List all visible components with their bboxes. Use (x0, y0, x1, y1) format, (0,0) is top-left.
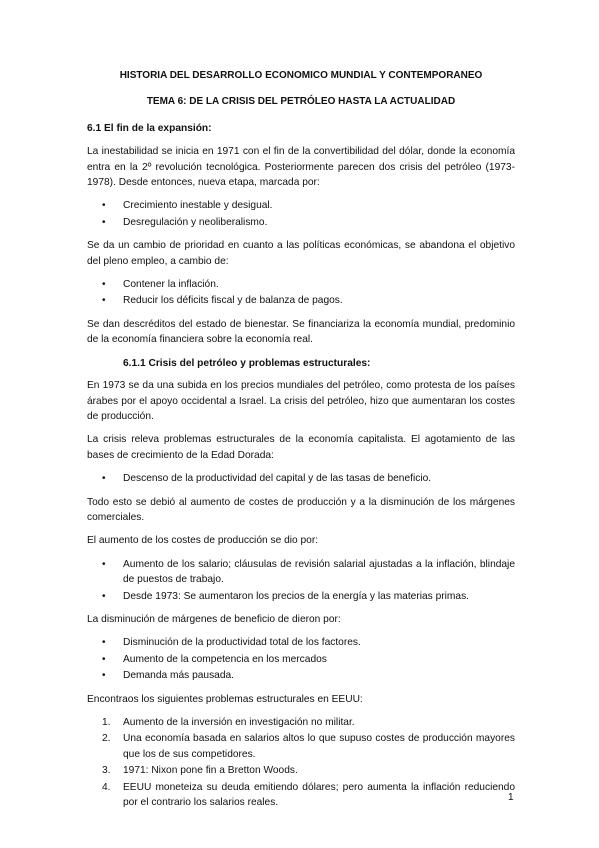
list-item: • Reducir los déficits fiscal y de balanza de pagos. (87, 293, 515, 308)
bullet-icon: • (102, 590, 106, 602)
bullet-icon: • (102, 637, 106, 649)
bullet-list (87, 471, 515, 486)
bullet-icon: • (102, 279, 106, 291)
section-heading-6-1-1: 6.1.1 Crisis del petróleo y problemas estructurales: (123, 357, 371, 369)
list-item: • Aumento de la competencia en los mercados (87, 652, 515, 667)
list-number: 2. (102, 733, 111, 745)
list-item: 4. EEUU moneteiza su deuda emitiendo dólares; pero aumenta la inflación reduciendo por el contrario los salarios reales. (102, 781, 515, 809)
list-item: • Crecimiento inestable y desigual. (87, 198, 515, 213)
numbered-list (87, 715, 515, 810)
bullet-list (87, 198, 515, 230)
paragraph: En 1973 se da una subida en los precios mundiales del petróleo, como protesta de los países árabes por el apoyo occidental a Israel. La crisis del petróleo, hizo que aumentaran los costes de producción. (87, 380, 515, 422)
list-item: 3. 1971: Nixon pone fin a Bretton Woods. (87, 763, 515, 778)
list-item: • Descenso de la productividad del capital y de las tasas de beneficio. (87, 471, 515, 486)
paragraph: El aumento de los costes de producción se dio por: (87, 535, 319, 547)
list-item: • Disminución de la productividad total de los factores. (87, 635, 515, 650)
list-number: 3. (102, 765, 111, 777)
list-item: • Demanda más pausada. (87, 668, 515, 683)
paragraph: Se da un cambio de prioridad en cuanto a las políticas económicas, se abandona el objetivo del pleno empleo, a cambio de: (87, 240, 515, 267)
document-subtitle: TEMA 6: DE LA CRISIS DEL PETRÓLEO HASTA LA ACTUALIDAD (146, 96, 456, 108)
paragraph: La crisis releva problemas estructurales de la economía capitalista. El agotamiento de las bases de crecimiento de la Edad Dorada: (87, 434, 515, 461)
bullet-list (87, 277, 515, 309)
paragraph: Todo esto se debió al aumento de costes de producción y a la disminución de los márgenes comerciales. (87, 496, 515, 523)
list-item: • Aumento de los salario; cláusulas de revisión salarial ajustadas a la inflación, blindaje de puestos de trabajo. (102, 558, 515, 586)
bullet-icon: • (102, 653, 106, 665)
page-number: 1 (508, 792, 514, 803)
page-content (87, 68, 515, 818)
bullet-icon: • (102, 558, 106, 570)
list-item: 2. Una economía basada en salarios altos lo que supuso costes de producción mayores que los de sus competidores. (102, 733, 515, 760)
list-number: 4. (102, 781, 111, 793)
paragraph: La disminución de márgenes de beneficio de dieron por: (87, 613, 341, 625)
paragraph: La inestabilidad se inicia en 1971 con el fin de la convertibilidad del dólar, donde la economía entra en la 2º revolución tecnológica. Posteriormente parecen dos crisis del petróleo (1973-1978). Desde entonces, nueva etapa, marcada por: (87, 146, 515, 189)
bullet-icon: • (102, 670, 106, 682)
list-item: • Contener la inflación. (87, 277, 515, 292)
list-item: • Desde 1973: Se aumentaron los precios de la energía y las materias primas. (87, 589, 515, 604)
paragraph: Se dan descréditos del estado de bienestar. Se financiariza la economía mundial, predominio de la economía financiera sobre la economía real. (87, 318, 515, 346)
bullet-icon: • (102, 473, 106, 485)
document-title: HISTORIA DEL DESARROLLO ECONOMICO MUNDIAL Y CONTEMPORANEO (119, 70, 483, 81)
list-item: • Desregulación y neoliberalismo. (87, 215, 515, 230)
bullet-icon: • (102, 216, 106, 228)
bullet-icon: • (102, 200, 106, 212)
bullet-icon: • (102, 295, 106, 307)
list-number: 1. (102, 717, 111, 728)
bullet-list (87, 635, 515, 683)
paragraph: Encontraos los siguientes problemas estructurales en EEUU: (87, 693, 363, 705)
bullet-list (87, 557, 515, 604)
list-item: 1. Aumento de la inversión en investigación no militar. (87, 715, 515, 730)
section-heading-6-1: 6.1 El fin de la expansión: (87, 122, 212, 134)
